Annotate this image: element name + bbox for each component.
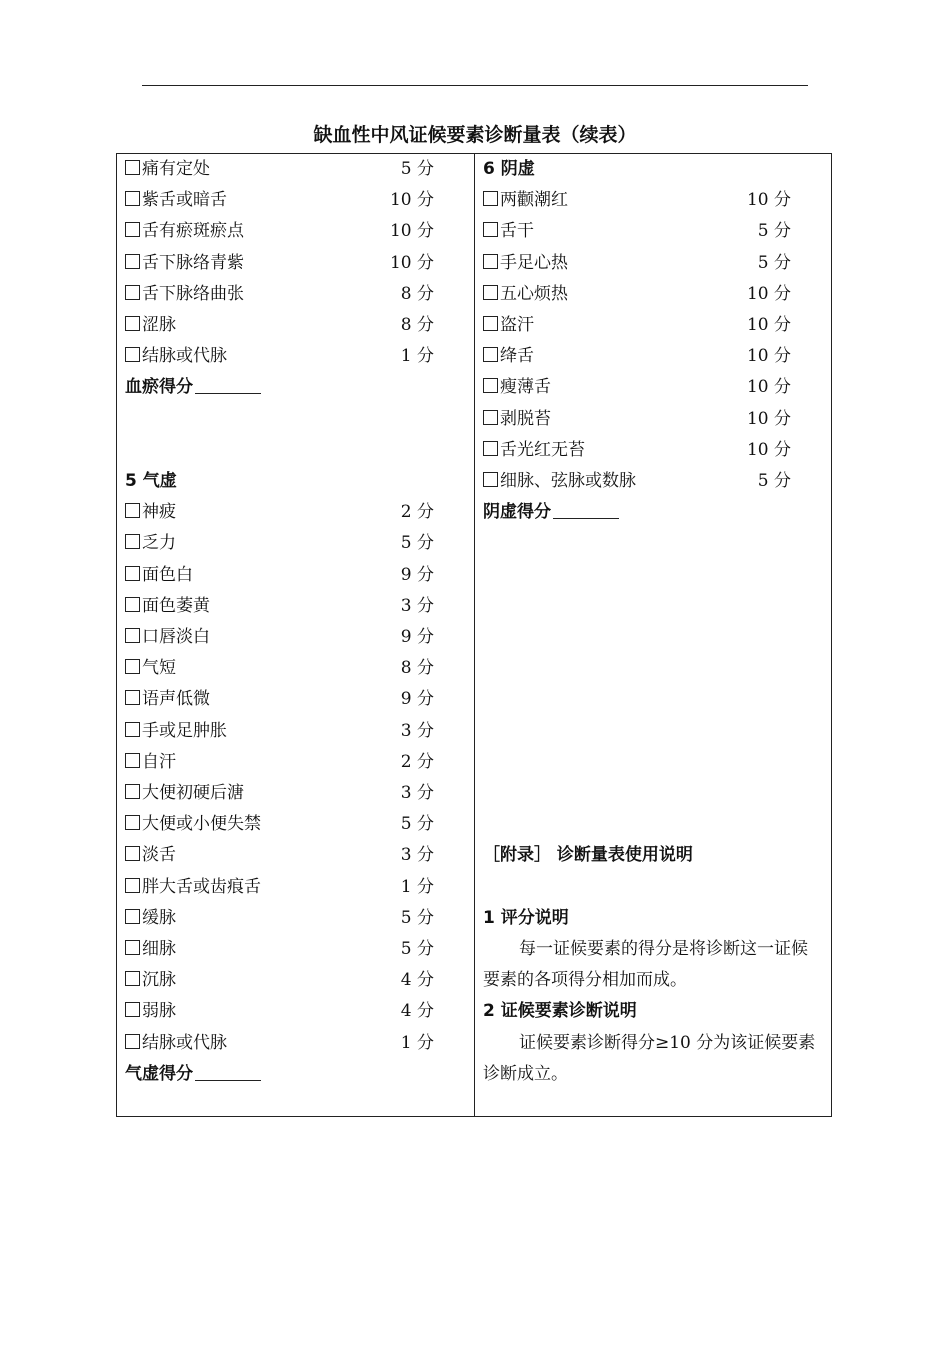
item-label: 细脉、弦脉或数脉 xyxy=(500,471,636,491)
item-label: 语声低微 xyxy=(142,689,210,709)
checkbox[interactable] xyxy=(483,347,498,362)
item-points: 10 分 xyxy=(389,221,434,241)
qi-deficiency-item xyxy=(125,747,466,778)
item-points: 3 分 xyxy=(400,845,434,865)
item-label: 舌光红无苔 xyxy=(500,440,585,460)
blood-stasis-item xyxy=(125,341,466,372)
qi-deficiency-item xyxy=(125,622,466,653)
checkbox[interactable] xyxy=(125,160,140,175)
item-points: 5 分 xyxy=(757,253,791,273)
item-label: 舌干 xyxy=(500,221,534,241)
yin-deficiency-item xyxy=(483,216,823,247)
item-points: 2 分 xyxy=(400,752,434,772)
item-points: 5 分 xyxy=(400,814,434,834)
item-label: 神疲 xyxy=(142,502,176,522)
checkbox[interactable] xyxy=(125,347,140,362)
qi-deficiency-item xyxy=(125,528,466,559)
item-points: 10 分 xyxy=(746,377,791,397)
item-label: 口唇淡白 xyxy=(142,627,210,647)
item-points: 10 分 xyxy=(746,440,791,460)
blood-stasis-score: 血瘀得分 xyxy=(125,372,466,403)
item-label: 弱脉 xyxy=(142,1001,176,1021)
qi-deficiency-item xyxy=(125,684,466,715)
item-label: 结脉或代脉 xyxy=(142,1033,227,1053)
item-points: 8 分 xyxy=(400,315,434,335)
yin-deficiency-heading: 6 阴虚 xyxy=(483,159,535,179)
item-points: 4 分 xyxy=(400,1001,434,1021)
item-label: 盗汗 xyxy=(500,315,534,335)
qi-deficiency-item xyxy=(125,653,466,684)
item-points: 10 分 xyxy=(746,190,791,210)
item-points: 2 分 xyxy=(400,502,434,522)
item-label: 剥脱苔 xyxy=(500,409,551,429)
yin-deficiency-item xyxy=(483,310,823,341)
yin-deficiency-score-blank[interactable] xyxy=(553,500,619,519)
blood-stasis-item xyxy=(125,216,466,247)
qi-deficiency-item xyxy=(125,497,466,528)
item-points: 9 分 xyxy=(400,565,434,585)
item-points: 4 分 xyxy=(400,970,434,990)
item-points: 5 分 xyxy=(400,533,434,553)
yin-deficiency-item xyxy=(483,248,823,279)
checkbox[interactable] xyxy=(125,753,140,768)
qi-deficiency-item xyxy=(125,716,466,747)
item-label: 舌有瘀斑瘀点 xyxy=(142,221,244,241)
item-label: 痛有定处 xyxy=(142,159,210,179)
checkbox[interactable] xyxy=(125,690,140,705)
item-label: 淡舌 xyxy=(142,845,176,865)
item-label: 缓脉 xyxy=(142,908,176,928)
checkbox[interactable] xyxy=(125,1002,140,1017)
checkbox[interactable] xyxy=(125,534,140,549)
checkbox[interactable] xyxy=(483,472,498,487)
qi-deficiency-item xyxy=(125,1028,466,1059)
qi-deficiency-item xyxy=(125,560,466,591)
checkbox[interactable] xyxy=(125,1034,140,1049)
item-points: 9 分 xyxy=(400,627,434,647)
checkbox[interactable] xyxy=(483,410,498,425)
header-rule xyxy=(142,85,808,86)
appendix-title: ［附录］ 诊断量表使用说明 xyxy=(483,845,693,865)
item-label: 舌下脉络青紫 xyxy=(142,253,244,273)
checkbox[interactable] xyxy=(125,659,140,674)
blood-stasis-item xyxy=(125,279,466,310)
score-table xyxy=(116,153,832,1117)
checkbox[interactable] xyxy=(125,878,140,893)
checkbox[interactable] xyxy=(125,285,140,300)
qi-deficiency-score-blank[interactable] xyxy=(195,1062,261,1081)
yin-deficiency-item xyxy=(483,466,823,497)
item-points: 10 分 xyxy=(389,190,434,210)
item-points: 8 分 xyxy=(400,658,434,678)
checkbox[interactable] xyxy=(125,940,140,955)
item-label: 大便或小便失禁 xyxy=(142,814,261,834)
checkbox[interactable] xyxy=(125,566,140,581)
checkbox[interactable] xyxy=(125,846,140,861)
qi-deficiency-item xyxy=(125,872,466,903)
item-label: 手或足肿胀 xyxy=(142,721,227,741)
item-label: 结脉或代脉 xyxy=(142,346,227,366)
checkbox[interactable] xyxy=(125,597,140,612)
item-points: 1 分 xyxy=(400,1033,434,1053)
item-points: 10 分 xyxy=(746,284,791,304)
yin-deficiency-item xyxy=(483,372,823,403)
item-label: 五心烦热 xyxy=(500,284,568,304)
item-label: 自汗 xyxy=(142,752,176,772)
checkbox[interactable] xyxy=(483,378,498,393)
checkbox[interactable] xyxy=(483,191,498,206)
section1-text: 每一证候要素的得分是将诊断这一证候要素的各项得分相加而成。 xyxy=(483,939,808,990)
qi-deficiency-item xyxy=(125,934,466,965)
item-points: 1 分 xyxy=(400,877,434,897)
item-points: 3 分 xyxy=(400,721,434,741)
blood-stasis-item xyxy=(125,185,466,216)
item-label: 手足心热 xyxy=(500,253,568,273)
item-label: 大便初硬后溏 xyxy=(142,783,244,803)
item-label: 绛舌 xyxy=(500,346,534,366)
blood-stasis-score-blank[interactable] xyxy=(195,375,261,394)
item-label: 涩脉 xyxy=(142,315,176,335)
yin-deficiency-item xyxy=(483,185,823,216)
item-points: 10 分 xyxy=(746,409,791,429)
blood-stasis-item xyxy=(125,310,466,341)
blood-stasis-item xyxy=(125,248,466,279)
qi-deficiency-heading: 5 气虚 xyxy=(125,471,177,491)
checkbox[interactable] xyxy=(125,191,140,206)
checkbox[interactable] xyxy=(125,628,140,643)
item-points: 10 分 xyxy=(746,346,791,366)
item-label: 沉脉 xyxy=(142,970,176,990)
left-column xyxy=(117,154,475,1116)
item-label: 乏力 xyxy=(142,533,176,553)
qi-deficiency-score: 气虚得分 xyxy=(125,1059,466,1090)
qi-deficiency-item xyxy=(125,996,466,1027)
item-points: 5 分 xyxy=(400,159,434,179)
checkbox[interactable] xyxy=(125,971,140,986)
checkbox[interactable] xyxy=(125,222,140,237)
checkbox[interactable] xyxy=(125,784,140,799)
checkbox[interactable] xyxy=(125,909,140,924)
section2-heading: 2 证候要素诊断说明 xyxy=(483,1001,637,1021)
checkbox[interactable] xyxy=(483,285,498,300)
checkbox[interactable] xyxy=(125,722,140,737)
yin-deficiency-item xyxy=(483,404,823,435)
qi-deficiency-item xyxy=(125,778,466,809)
section2-text: 证候要素诊断得分≥10 分为该证候要素诊断成立。 xyxy=(483,1033,816,1084)
checkbox[interactable] xyxy=(483,222,498,237)
item-label: 面色萎黄 xyxy=(142,596,210,616)
yin-deficiency-item xyxy=(483,341,823,372)
item-label: 舌下脉络曲张 xyxy=(142,284,244,304)
item-label: 气短 xyxy=(142,658,176,678)
section1-heading: 1 评分说明 xyxy=(483,908,569,928)
item-points: 10 分 xyxy=(746,315,791,335)
item-points: 10 分 xyxy=(389,253,434,273)
item-label: 瘦薄舌 xyxy=(500,377,551,397)
checkbox[interactable] xyxy=(483,316,498,331)
checkbox[interactable] xyxy=(125,815,140,830)
item-label: 胖大舌或齿痕舌 xyxy=(142,877,261,897)
qi-deficiency-item xyxy=(125,840,466,871)
page-title: 缺血性中风证候要素诊断量表（续表） xyxy=(313,124,637,146)
blood-stasis-item xyxy=(125,154,466,185)
item-points: 1 分 xyxy=(400,346,434,366)
item-points: 5 分 xyxy=(757,221,791,241)
item-label: 两颧潮红 xyxy=(500,190,568,210)
yin-deficiency-item xyxy=(483,279,823,310)
item-points: 9 分 xyxy=(400,689,434,709)
item-label: 紫舌或暗舌 xyxy=(142,190,227,210)
qi-deficiency-item xyxy=(125,809,466,840)
qi-deficiency-item xyxy=(125,965,466,996)
checkbox[interactable] xyxy=(125,316,140,331)
item-points: 3 分 xyxy=(400,596,434,616)
checkbox[interactable] xyxy=(125,254,140,269)
qi-deficiency-item xyxy=(125,903,466,934)
item-label: 细脉 xyxy=(142,939,176,959)
right-column xyxy=(475,154,831,1116)
yin-deficiency-item xyxy=(483,435,823,466)
item-points: 8 分 xyxy=(400,284,434,304)
item-points: 5 分 xyxy=(400,908,434,928)
item-label: 面色白 xyxy=(142,565,193,585)
item-points: 3 分 xyxy=(400,783,434,803)
checkbox[interactable] xyxy=(483,254,498,269)
item-points: 5 分 xyxy=(757,471,791,491)
item-points: 5 分 xyxy=(400,939,434,959)
checkbox[interactable] xyxy=(483,441,498,456)
qi-deficiency-item xyxy=(125,591,466,622)
yin-deficiency-score: 阴虚得分 xyxy=(483,497,823,528)
checkbox[interactable] xyxy=(125,503,140,518)
